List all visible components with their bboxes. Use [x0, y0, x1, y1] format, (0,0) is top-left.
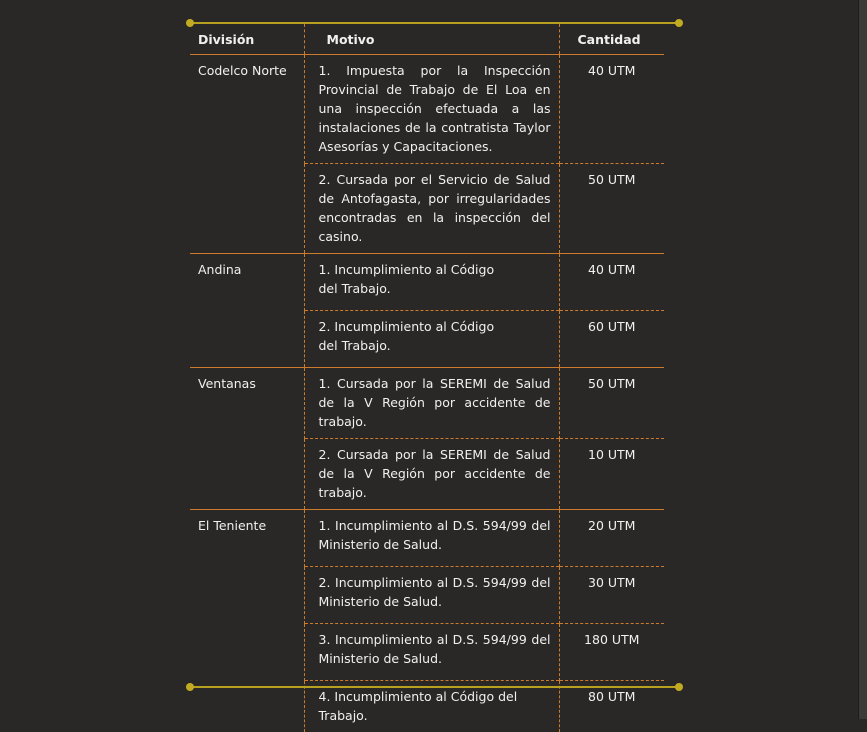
- rule-end-dot: [675, 19, 683, 27]
- motivo-cell: 2. Incumplimiento al D.S. 594/99 del Ministerio de Salud.: [304, 567, 559, 624]
- motivo-cell: 2. Cursada por el Servicio de Salud de Antofagasta, por irregularidades encontradas en la inspección del casino.: [304, 164, 559, 254]
- motivo-cell: 3. Incumplimiento al D.S. 594/99 del Ministerio de Salud.: [304, 624, 559, 681]
- motivo-cell: 1. Cursada por la SEREMI de Salud de la V Región por accidente de trabajo.: [304, 368, 559, 439]
- motivo-cell: 2. Cursada por la SEREMI de Salud de la V Región por accidente de trabajo.: [304, 439, 559, 510]
- motivo-cell: 1. Impuesta por la Inspección Provincial de Trabajo de El Loa en una inspección efectuada a las instalaciones de la contratista Taylor Asesorías y Capacitaciones.: [304, 55, 559, 164]
- cantidad-cell: 40 UTM: [559, 254, 664, 311]
- table-row: [190, 368, 664, 439]
- motivo-cell: 1. Incumplimiento al D.S. 594/99 del Ministerio de Salud.: [304, 510, 559, 567]
- motivo-cell: 4. Incumplimiento al Código del Trabajo.: [304, 681, 559, 732]
- division-cell: Codelco Norte: [190, 55, 304, 254]
- division-cell: Ventanas: [190, 368, 304, 510]
- division-cell: El Teniente: [190, 510, 304, 732]
- table-row: [190, 254, 664, 311]
- fines-table: [190, 24, 664, 732]
- header-row: [190, 24, 664, 55]
- header-cantidad: Cantidad: [559, 24, 664, 55]
- motivo-cell: 1. Incumplimiento al Código del Trabajo.: [304, 254, 559, 311]
- cantidad-cell: 10 UTM: [559, 439, 664, 510]
- cantidad-cell: 50 UTM: [559, 368, 664, 439]
- cantidad-cell: 60 UTM: [559, 311, 664, 368]
- bottom-rule: [190, 686, 679, 688]
- motivo-cell: 2. Incumplimiento al Código del Trabajo.: [304, 311, 559, 368]
- rule-end-dot: [675, 683, 683, 691]
- cantidad-cell: 30 UTM: [559, 567, 664, 624]
- cantidad-cell: 180 UTM: [559, 624, 664, 681]
- header-division: División: [190, 24, 304, 55]
- division-cell: Andina: [190, 254, 304, 368]
- header-motivo: Motivo: [304, 24, 559, 55]
- cantidad-cell: 20 UTM: [559, 510, 664, 567]
- cantidad-cell: 40 UTM: [559, 55, 664, 164]
- scrollbar-track[interactable]: [858, 0, 867, 719]
- table-row: [190, 55, 664, 164]
- table-row: [190, 510, 664, 567]
- rule-end-dot: [186, 683, 194, 691]
- cantidad-cell: 50 UTM: [559, 164, 664, 254]
- cantidad-cell: 80 UTM: [559, 681, 664, 732]
